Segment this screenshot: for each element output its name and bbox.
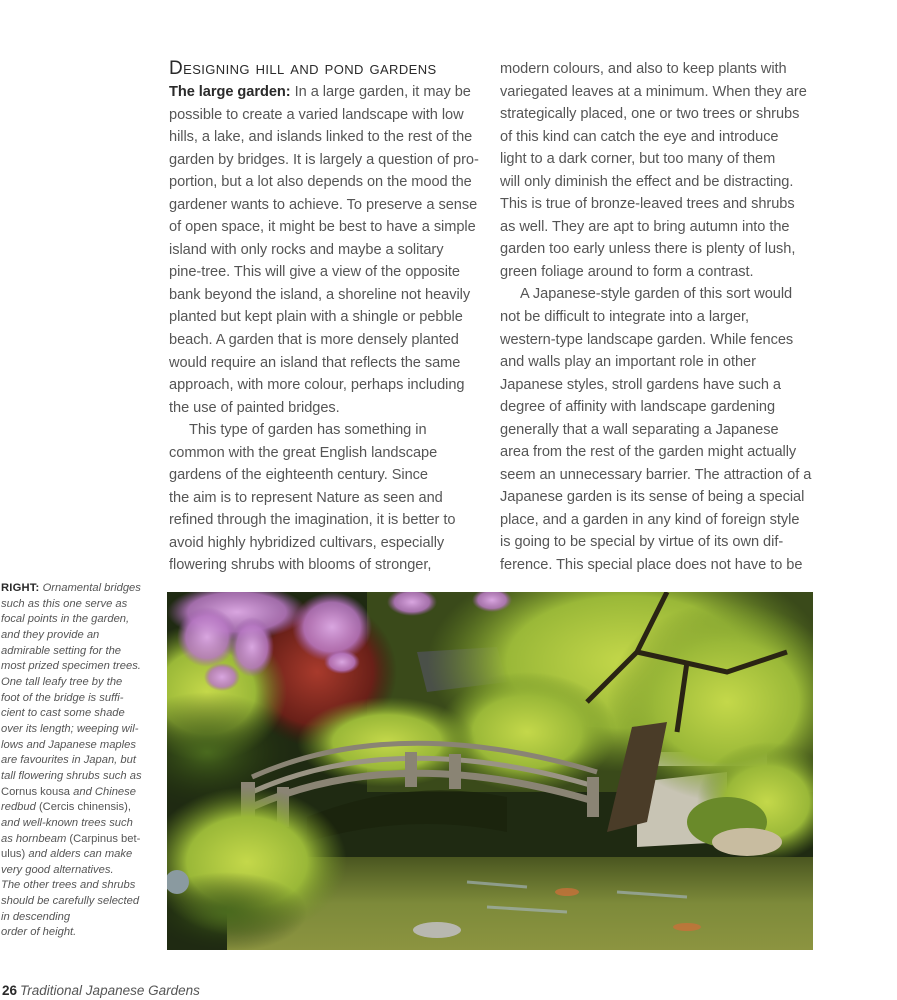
- right-column: [500, 58, 818, 577]
- text-line: This type of garden has something in: [189, 422, 427, 439]
- text-line: ference. This special place does not have to be: [500, 557, 803, 574]
- text-line: beach. A garden that is more densely planted: [169, 332, 459, 349]
- text-line: This is true of bronze-leaved trees and shrubs: [500, 196, 795, 213]
- text-line: not be difficult to integrate into a larger,: [500, 309, 750, 326]
- runin-heading: The large garden:: [169, 84, 291, 100]
- text-line: seem an unnecessary barrier. The attraction of a: [500, 466, 812, 483]
- text-line: variegated leaves at a minimum. When they are: [500, 83, 807, 100]
- text-line: area from the rest of the garden might actually: [500, 444, 797, 461]
- garden-bridge-image: [167, 592, 813, 950]
- text-line: garden too early unless there is plenty of lush,: [500, 241, 796, 258]
- text-line: hills, a lake, and islands linked to the rest of the: [169, 129, 473, 146]
- text-line: strategically placed, one or two trees or shrubs: [500, 106, 800, 123]
- text-line: of open space, it might be best to have a simple: [169, 219, 476, 236]
- text-line: modern colours, and also to keep plants with: [500, 61, 787, 77]
- text-line: will only diminish the effect and be distracting.: [500, 173, 794, 190]
- page-footer: [2, 982, 200, 1000]
- caption-label: RIGHT:: [1, 582, 40, 594]
- text-line: island with only rocks and maybe a solitary: [169, 241, 444, 258]
- text-line: green foliage around to form a contrast.: [500, 263, 754, 280]
- photo-caption: RIGHT: Ornamental bridges such as this one serve as focal points in the garden, and they provide an admirable setting for the most prized specimen trees. One tall leafy tree by the foot of the bridge is suffi- cient to cast some shade over its length; weeping wil- lows and Japanese maples are favourites in Japan, but tall flowering shrubs such as Cornus kousa and Chinese redbud (Cercis chinensis), and well-known trees such as hornbeam (Carpinus bet- ulus) and alders can make very good alternatives. The other trees and shrubs should be carefully selected in descending order of height.: [1, 582, 142, 939]
- text-line: garden by bridges. It is largely a question of pro-: [169, 151, 479, 168]
- text-line: western-type landscape garden. While fences: [500, 331, 794, 348]
- text-line: flowering shrubs with blooms of stronger,: [169, 557, 432, 574]
- text-line: Japanese styles, stroll gardens have such a: [500, 376, 781, 393]
- running-title: Traditional Japanese Gardens: [20, 983, 200, 998]
- text-line: gardens of the eighteenth century. Since: [169, 467, 428, 484]
- text-line: generally that a wall separating a Japanese: [500, 421, 779, 438]
- text-line: portion, but a lot also depends on the mood the: [169, 174, 472, 191]
- text-line: refined through the imagination, it is better to: [169, 512, 456, 529]
- text-line: of this kind can catch the eye and introduce: [500, 128, 779, 145]
- page-number: 26: [2, 983, 18, 998]
- text-line: light to a dark corner, but too many of them: [500, 151, 776, 168]
- text-line: as well. They are apt to bring autumn into the: [500, 218, 790, 235]
- text-line: possible to create a varied landscape with low: [169, 106, 464, 123]
- text-line: Japanese garden is its sense of being a special: [500, 489, 805, 506]
- text-line: degree of affinity with landscape gardening: [500, 399, 776, 416]
- text-line: The large garden: In a large garden, it may be: [169, 84, 471, 100]
- text-line: the aim is to represent Nature as seen and: [169, 489, 443, 506]
- text-line: the use of painted bridges.: [169, 399, 340, 416]
- text-line: would require an island that reflects the same: [169, 354, 461, 371]
- text-line: is going to be special by virtue of its own dif-: [500, 534, 784, 551]
- left-column: [169, 58, 483, 577]
- text-line: common with the great English landscape: [169, 444, 438, 461]
- text-line: bank beyond the island, a shoreline not heavily: [169, 286, 471, 303]
- text-line: planted but kept plain with a shingle or pebble: [169, 309, 463, 326]
- text-line: gardener wants to achieve. To preserve a sense: [169, 196, 478, 213]
- text-line: avoid highly hybridized cultivars, especially: [169, 534, 445, 551]
- section-heading: Designing hill and pond gardens: [169, 58, 437, 79]
- text-line: A Japanese-style garden of this sort would: [520, 286, 793, 303]
- text-line: pine-tree. This will give a view of the opposite: [169, 264, 460, 281]
- text-line: approach, with more colour, perhaps including: [169, 377, 465, 394]
- text-line: place, and a garden in any kind of foreign style: [500, 511, 800, 528]
- text-line: and walls play an important role in other: [500, 354, 756, 371]
- garden-photo: [167, 592, 813, 950]
